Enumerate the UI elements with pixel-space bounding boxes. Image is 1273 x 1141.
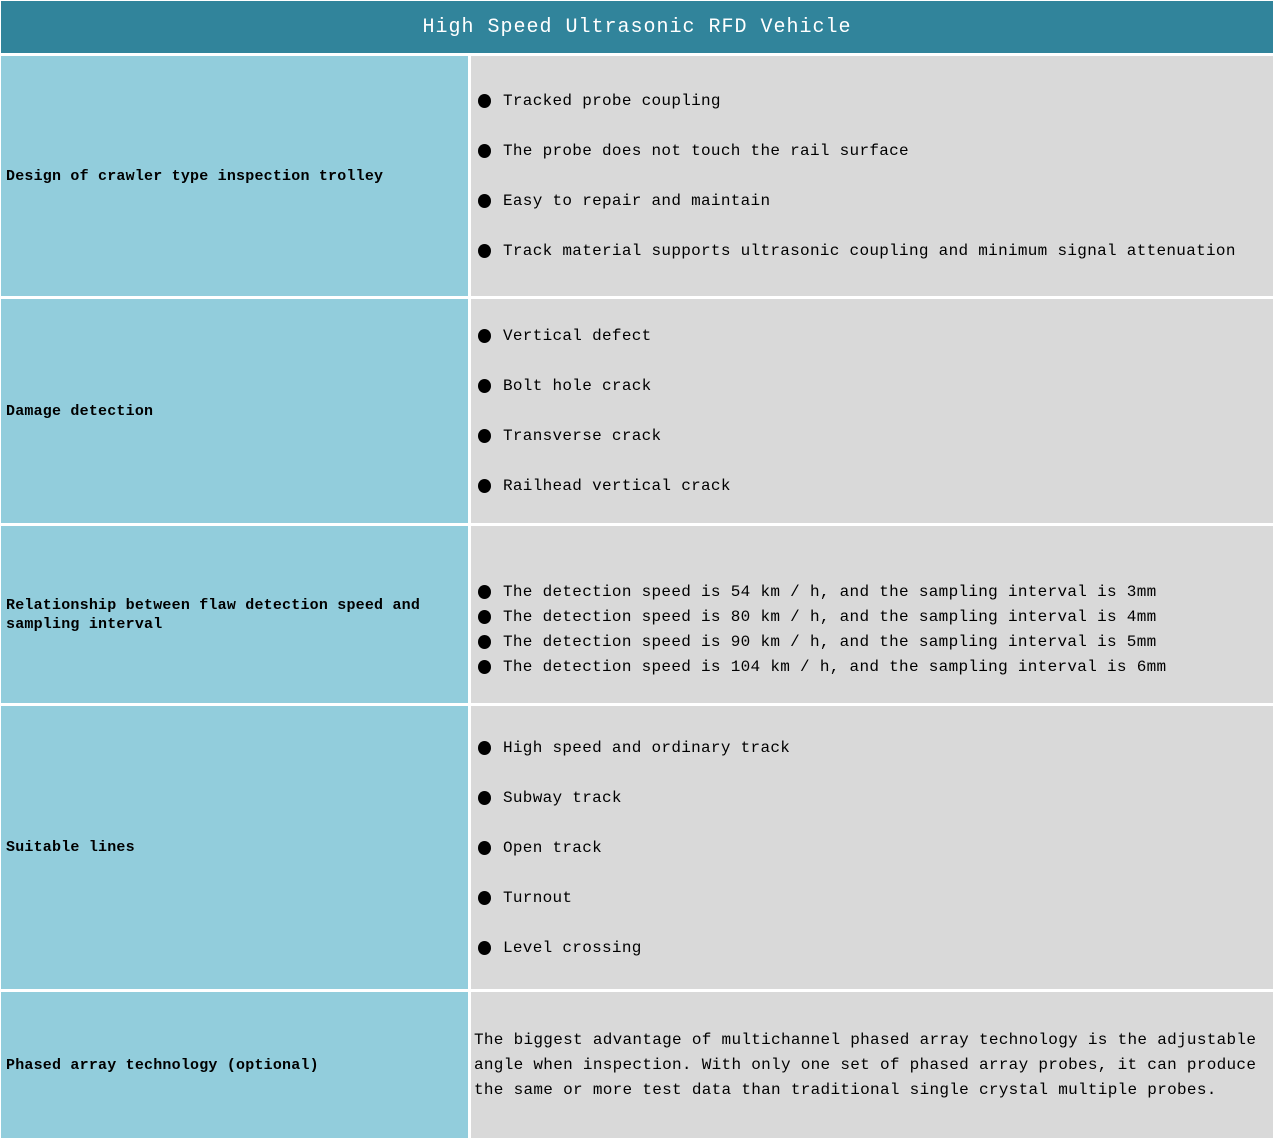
row-label: Relationship between flaw detection speed and sampling interval [1, 526, 468, 703]
bullet-icon [478, 329, 491, 343]
bullet-text: Level crossing [503, 938, 642, 957]
bullet-text: The detection speed is 104 km / h, and the sampling interval is 6mm [503, 658, 1167, 676]
bullet-icon [478, 610, 491, 624]
bullet-icon [478, 841, 491, 855]
bullet-text: Easy to repair and maintain [503, 192, 771, 210]
bullet-icon [478, 741, 491, 755]
bullet-text: The detection speed is 54 km / h, and the sampling interval is 3mm [503, 583, 1157, 601]
bullet-item [471, 176, 1273, 226]
bullet-text: The detection speed is 80 km / h, and the sampling interval is 4mm [503, 608, 1157, 626]
bullet-list [471, 76, 1273, 276]
row-label: Suitable lines [1, 706, 468, 989]
bullet-icon [478, 635, 491, 649]
bullet-text: Subway track [503, 788, 622, 807]
bullet-icon [478, 479, 491, 493]
bullet-item [471, 605, 1273, 630]
bullet-item [471, 226, 1273, 276]
bullet-icon [478, 94, 491, 108]
bullet-icon [478, 891, 491, 905]
bullet-item [471, 461, 1273, 511]
row-label: Design of crawler type inspection trolley [1, 56, 468, 296]
bullet-item [471, 723, 1273, 773]
row-content [471, 992, 1273, 1138]
row-label: Phased array technology (optional) [1, 992, 468, 1138]
bullet-item [471, 823, 1273, 873]
bullet-item [471, 76, 1273, 126]
bullet-icon [478, 585, 491, 599]
table-row [1, 56, 1273, 296]
row-content [471, 706, 1273, 989]
bullet-list [471, 723, 1273, 973]
bullet-text: Tracked probe coupling [503, 92, 721, 110]
table-row [1, 526, 1273, 703]
bullet-text: Bolt hole crack [503, 377, 652, 395]
bullet-icon [478, 429, 491, 443]
bullet-item [471, 873, 1273, 923]
bullet-item [471, 655, 1273, 680]
bullet-item [471, 411, 1273, 461]
row-label: Damage detection [1, 299, 468, 523]
bullet-icon [478, 379, 491, 393]
bullet-text: Turnout [503, 888, 573, 907]
bullet-item [471, 311, 1273, 361]
row-content [471, 299, 1273, 523]
table-title: High Speed Ultrasonic RFD Vehicle [1, 1, 1273, 53]
bullet-text: Open track [503, 838, 603, 857]
table-row [1, 992, 1273, 1138]
bullet-icon [478, 194, 491, 208]
description-paragraph: The biggest advantage of multichannel phased array technology is the adjustable angle when inspection. With only one set of phased array probes, it can produce the same or more test data than traditional single crystal multiple probes. [474, 1030, 1257, 1099]
bullet-icon [478, 791, 491, 805]
bullet-item [471, 923, 1273, 973]
bullet-text: Railhead vertical crack [503, 477, 731, 495]
bullet-text: The detection speed is 90 km / h, and the sampling interval is 5mm [503, 633, 1157, 651]
bullet-item [471, 580, 1273, 605]
bullet-text: The probe does not touch the rail surface [503, 142, 909, 160]
bullet-item [471, 361, 1273, 411]
bullet-text: Track material supports ultrasonic coupling and minimum signal attenuation [503, 242, 1236, 260]
bullet-item [471, 126, 1273, 176]
bullet-item [471, 630, 1273, 655]
bullet-text: Transverse crack [503, 427, 662, 445]
table-row [1, 299, 1273, 523]
bullet-icon [478, 144, 491, 158]
row-content [471, 526, 1273, 703]
bullet-list [471, 311, 1273, 511]
bullet-text: Vertical defect [503, 327, 652, 345]
bullet-item [471, 773, 1273, 823]
row-content [471, 56, 1273, 296]
bullet-icon [478, 244, 491, 258]
table-row [1, 706, 1273, 989]
bullet-list [471, 550, 1273, 680]
bullet-text: High speed and ordinary track [503, 738, 791, 757]
bullet-icon [478, 660, 491, 674]
bullet-icon [478, 941, 491, 955]
